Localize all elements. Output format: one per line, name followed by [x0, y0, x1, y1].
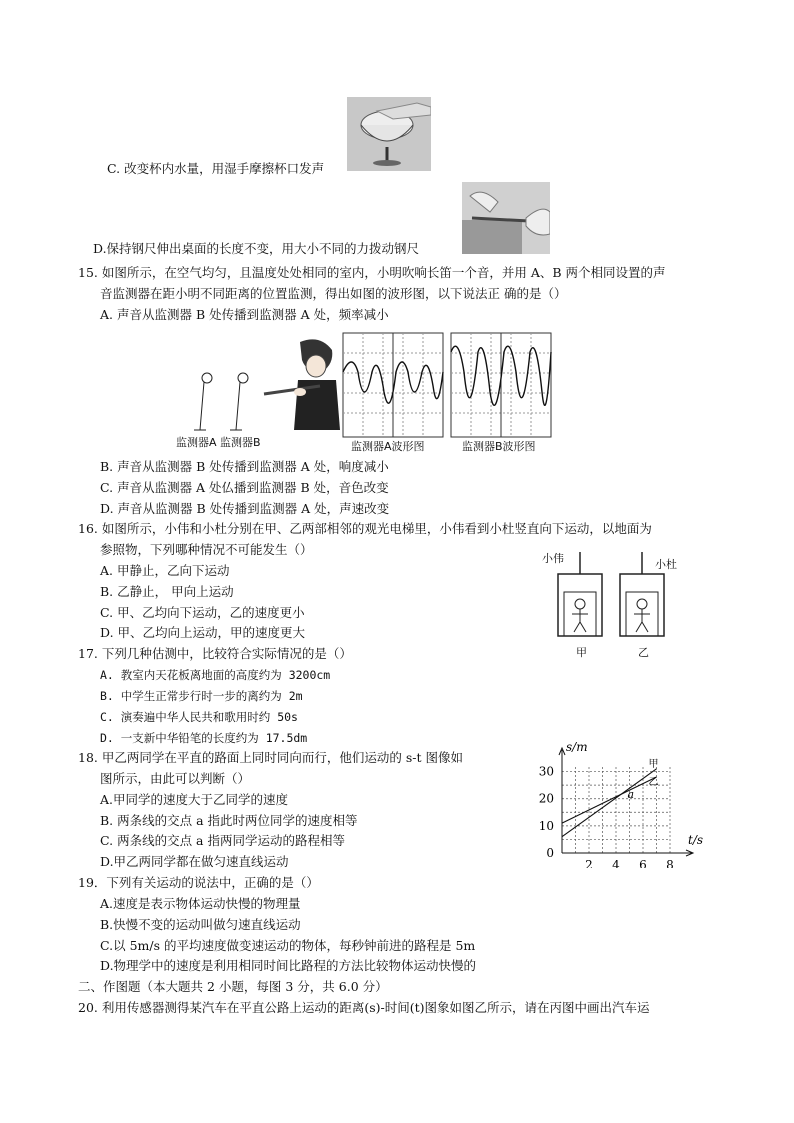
- chart-series: [562, 758, 659, 837]
- q15-stem-line1: 15. 如图所示，在空气均匀，且温度处处相同的室内，小明吹响长笛一个音，并用 A、B 两个相同设置的声: [78, 265, 666, 280]
- section-2-heading: 二、作图题（本大题共 2 小题，每图 3 分，共 6.0 分）: [78, 979, 388, 994]
- q15-option-d: D. 声音从监测器 B 处传播到监测器 A 处，声速改变: [100, 501, 390, 516]
- series-line: [562, 769, 657, 837]
- y-tick-label: 10: [538, 818, 554, 833]
- label-jia: 甲: [576, 646, 587, 659]
- label-yi: 乙: [638, 646, 649, 659]
- x-tick-label: 8: [666, 858, 674, 868]
- intersection-label: a: [627, 787, 635, 801]
- q16-option-a: A. 甲静止，乙向下运动: [100, 563, 230, 578]
- q15-option-a: A. 声音从监测器 B 处传播到监测器 A 处，频率减小: [100, 307, 389, 322]
- x-tick-label: 4: [612, 858, 620, 868]
- q16-stem-line2: 参照物，下列哪种情况不可能发生（）: [100, 542, 313, 557]
- q17-option-d: D. 一支新中华铅笔的长度约为 17.5dm: [100, 731, 308, 745]
- q15-option-b: B. 声音从监测器 B 处传播到监测器 A 处，响度减小: [100, 459, 389, 474]
- monitor-labels: 监测器A 监测器B: [176, 436, 261, 449]
- q16-option-c: C. 甲、乙均向下运动，乙的速度更小: [100, 605, 305, 620]
- q15-stem-line2: 音监测器在距小明不同距离的位置监测，得出如图的波形图，以下说法正 确的是（）: [100, 286, 567, 301]
- q19-option-b: B.快慢不变的运动叫做匀速直线运动: [100, 917, 301, 932]
- q16-stem-line1: 16. 如图所示，小伟和小杜分别在甲、乙两部相邻的观光电梯里，小伟看到小杜竖直向下运动，以地面为: [78, 521, 652, 536]
- q18-stem-line1: 18. 甲乙两同学在平直的路面上同时同向而行，他们运动的 s-t 图像如: [78, 750, 463, 765]
- x-axis-label: t/s: [688, 833, 704, 847]
- series-line: [562, 777, 657, 823]
- waveform-b: [450, 332, 552, 438]
- q19-option-a: A.速度是表示物体运动快慢的物理量: [100, 896, 301, 911]
- y-axis-label: s/m: [566, 740, 588, 754]
- q18-option-c: C. 两条线的交点 a 指两同学运动的路程相等: [100, 833, 345, 848]
- q19-stem: 19．下列有关运动的说法中，正确的是（）: [78, 875, 319, 890]
- y-tick-label: 0: [546, 846, 554, 860]
- q16-option-b: B. 乙静止， 甲向上运动: [100, 584, 234, 599]
- q17-stem: 17. 下列几种估测中，比较符合实际情况的是（）: [78, 646, 352, 661]
- q17-option-a: A. 教室内天花板离地面的高度约为 3200cm: [100, 668, 331, 682]
- q19-option-c: C.以 5m/s 的平均速度做变速运动的物体，每秒钟前进的路程是 5m: [100, 938, 476, 953]
- wine-glass-photo: [347, 97, 431, 171]
- waveform-b-label: 监测器B波形图: [462, 440, 536, 453]
- q14-option-c: C. 改变杯内水量，用湿手摩擦杯口发声: [107, 161, 325, 176]
- y-tick-label: 30: [538, 764, 554, 779]
- q17-option-b: B. 中学生正常步行时一步的离约为 2m: [100, 689, 303, 703]
- q15-option-c: C. 声音从监测器 A 处仏播到监测器 B 处，音色改变: [100, 480, 389, 495]
- x-tick-label: 2: [585, 858, 593, 868]
- q14-option-d: D.保持钢尺伸出桌面的长度不变，用大小不同的力拨动钢尺: [93, 241, 420, 256]
- label-xiaodu: 小杜: [655, 558, 677, 571]
- series-label: 乙: [648, 777, 659, 788]
- q18-stem-line2: 图所示，由此可以判断（）: [100, 771, 251, 786]
- label-xiaowei: 小伟: [542, 552, 564, 565]
- monitor-flute-figure: [170, 330, 350, 440]
- s-t-chart: [532, 738, 712, 868]
- chart-axes: [559, 748, 693, 856]
- y-tick-label: 20: [538, 791, 554, 806]
- x-tick-label: 6: [639, 858, 647, 868]
- q18-option-d: D.甲乙两同学都在做匀速直线运动: [100, 854, 289, 869]
- series-label: 甲: [648, 758, 659, 770]
- q18-option-b: B. 两条线的交点 a 指此时两位同学的速度相等: [100, 813, 358, 828]
- q17-option-c: C. 演奏遍中华人民共和歌用时约 50s: [100, 710, 298, 724]
- q19-option-d: D.物理学中的速度是利用相同时间比路程的方法比较物体运动快慢的: [100, 958, 477, 973]
- steel-ruler-photo: [462, 182, 550, 254]
- waveform-a-label: 监测器A波形图: [351, 440, 425, 453]
- q20-stem: 20. 利用传感器测得某汽车在平直公路上运动的距离(s)-时间(t)图象如图乙所示，请在丙图中画出汽车运: [78, 1000, 650, 1015]
- q18-option-a: A.甲同学的速度大于乙同学的速度: [100, 792, 289, 807]
- elevator-figure: [540, 552, 670, 662]
- q16-option-d: D. 甲、乙均向上运动，甲的速度更大: [100, 625, 306, 640]
- waveform-a: [342, 332, 444, 438]
